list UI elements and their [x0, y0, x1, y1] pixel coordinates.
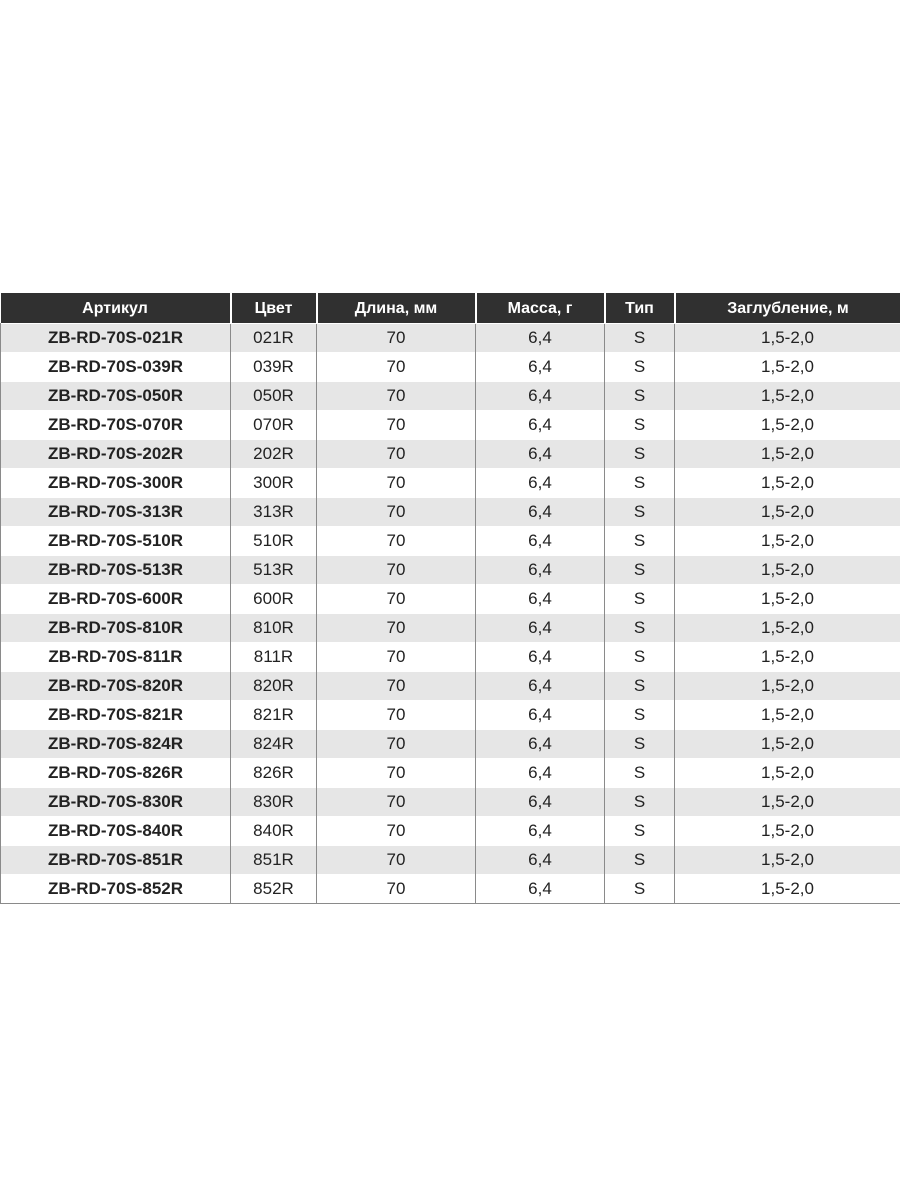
cell-article: ZB-RD-70S-820R — [1, 672, 231, 701]
cell-color: 202R — [231, 440, 317, 469]
cell-type: S — [605, 788, 675, 817]
cell-depth: 1,5-2,0 — [675, 759, 900, 788]
cell-color: 820R — [231, 672, 317, 701]
cell-weight: 6,4 — [476, 672, 605, 701]
table-row — [1, 498, 900, 527]
header-length: Длина, мм — [317, 294, 476, 324]
cell-type: S — [605, 556, 675, 585]
cell-depth: 1,5-2,0 — [675, 382, 900, 411]
cell-article: ZB-RD-70S-202R — [1, 440, 231, 469]
cell-length: 70 — [317, 846, 476, 875]
cell-type: S — [605, 759, 675, 788]
cell-depth: 1,5-2,0 — [675, 846, 900, 875]
table-row — [1, 411, 900, 440]
cell-length: 70 — [317, 324, 476, 353]
cell-weight: 6,4 — [476, 411, 605, 440]
cell-weight: 6,4 — [476, 556, 605, 585]
cell-article: ZB-RD-70S-300R — [1, 469, 231, 498]
cell-type: S — [605, 382, 675, 411]
cell-weight: 6,4 — [476, 440, 605, 469]
cell-type: S — [605, 469, 675, 498]
cell-article: ZB-RD-70S-050R — [1, 382, 231, 411]
header-color: Цвет — [231, 294, 317, 324]
cell-color: 021R — [231, 324, 317, 353]
cell-length: 70 — [317, 411, 476, 440]
cell-depth: 1,5-2,0 — [675, 875, 900, 904]
table-row — [1, 382, 900, 411]
cell-depth: 1,5-2,0 — [675, 469, 900, 498]
table-row — [1, 875, 900, 904]
cell-weight: 6,4 — [476, 382, 605, 411]
table-body — [1, 324, 900, 904]
cell-depth: 1,5-2,0 — [675, 411, 900, 440]
header-row — [1, 294, 900, 324]
cell-color: 810R — [231, 614, 317, 643]
cell-weight: 6,4 — [476, 817, 605, 846]
cell-color: 830R — [231, 788, 317, 817]
cell-color: 313R — [231, 498, 317, 527]
cell-article: ZB-RD-70S-513R — [1, 556, 231, 585]
table-row — [1, 846, 900, 875]
cell-article: ZB-RD-70S-851R — [1, 846, 231, 875]
cell-article: ZB-RD-70S-039R — [1, 353, 231, 382]
cell-article: ZB-RD-70S-824R — [1, 730, 231, 759]
cell-depth: 1,5-2,0 — [675, 817, 900, 846]
table-row — [1, 527, 900, 556]
table-row — [1, 585, 900, 614]
header-type: Тип — [605, 294, 675, 324]
cell-color: 826R — [231, 759, 317, 788]
cell-type: S — [605, 730, 675, 759]
cell-depth: 1,5-2,0 — [675, 730, 900, 759]
cell-depth: 1,5-2,0 — [675, 701, 900, 730]
table-row — [1, 469, 900, 498]
cell-length: 70 — [317, 556, 476, 585]
cell-article: ZB-RD-70S-826R — [1, 759, 231, 788]
cell-type: S — [605, 846, 675, 875]
header-depth: Заглубление, м — [675, 294, 900, 324]
table-header — [1, 294, 900, 324]
table-row — [1, 788, 900, 817]
cell-weight: 6,4 — [476, 730, 605, 759]
cell-depth: 1,5-2,0 — [675, 556, 900, 585]
cell-type: S — [605, 440, 675, 469]
cell-article: ZB-RD-70S-852R — [1, 875, 231, 904]
cell-weight: 6,4 — [476, 846, 605, 875]
cell-weight: 6,4 — [476, 788, 605, 817]
cell-length: 70 — [317, 469, 476, 498]
cell-color: 824R — [231, 730, 317, 759]
table-row — [1, 440, 900, 469]
cell-article: ZB-RD-70S-821R — [1, 701, 231, 730]
cell-color: 840R — [231, 817, 317, 846]
table-row — [1, 730, 900, 759]
cell-weight: 6,4 — [476, 759, 605, 788]
cell-depth: 1,5-2,0 — [675, 440, 900, 469]
cell-article: ZB-RD-70S-021R — [1, 324, 231, 353]
cell-article: ZB-RD-70S-070R — [1, 411, 231, 440]
cell-type: S — [605, 614, 675, 643]
cell-weight: 6,4 — [476, 585, 605, 614]
cell-color: 510R — [231, 527, 317, 556]
cell-article: ZB-RD-70S-313R — [1, 498, 231, 527]
table-row — [1, 817, 900, 846]
cell-type: S — [605, 643, 675, 672]
cell-color: 513R — [231, 556, 317, 585]
cell-weight: 6,4 — [476, 614, 605, 643]
cell-color: 821R — [231, 701, 317, 730]
cell-type: S — [605, 324, 675, 353]
cell-article: ZB-RD-70S-510R — [1, 527, 231, 556]
cell-color: 600R — [231, 585, 317, 614]
table-row — [1, 759, 900, 788]
cell-depth: 1,5-2,0 — [675, 614, 900, 643]
cell-depth: 1,5-2,0 — [675, 324, 900, 353]
cell-weight: 6,4 — [476, 324, 605, 353]
cell-depth: 1,5-2,0 — [675, 643, 900, 672]
cell-color: 039R — [231, 353, 317, 382]
cell-length: 70 — [317, 788, 476, 817]
cell-type: S — [605, 585, 675, 614]
cell-length: 70 — [317, 817, 476, 846]
cell-color: 852R — [231, 875, 317, 904]
cell-article: ZB-RD-70S-830R — [1, 788, 231, 817]
cell-weight: 6,4 — [476, 643, 605, 672]
cell-length: 70 — [317, 527, 476, 556]
spec-sheet — [0, 293, 900, 904]
cell-depth: 1,5-2,0 — [675, 498, 900, 527]
cell-color: 851R — [231, 846, 317, 875]
header-weight: Масса, г — [476, 294, 605, 324]
cell-length: 70 — [317, 875, 476, 904]
cell-weight: 6,4 — [476, 527, 605, 556]
cell-article: ZB-RD-70S-811R — [1, 643, 231, 672]
table-row — [1, 672, 900, 701]
cell-weight: 6,4 — [476, 875, 605, 904]
table-row — [1, 701, 900, 730]
table-row — [1, 353, 900, 382]
cell-type: S — [605, 353, 675, 382]
cell-type: S — [605, 411, 675, 440]
cell-article: ZB-RD-70S-810R — [1, 614, 231, 643]
cell-type: S — [605, 672, 675, 701]
cell-depth: 1,5-2,0 — [675, 353, 900, 382]
cell-type: S — [605, 701, 675, 730]
cell-length: 70 — [317, 672, 476, 701]
table-row — [1, 324, 900, 353]
table-row — [1, 556, 900, 585]
cell-article: ZB-RD-70S-840R — [1, 817, 231, 846]
table-row — [1, 643, 900, 672]
cell-type: S — [605, 817, 675, 846]
cell-length: 70 — [317, 730, 476, 759]
cell-color: 050R — [231, 382, 317, 411]
table-row — [1, 614, 900, 643]
cell-type: S — [605, 527, 675, 556]
cell-length: 70 — [317, 498, 476, 527]
cell-length: 70 — [317, 701, 476, 730]
cell-weight: 6,4 — [476, 701, 605, 730]
cell-color: 811R — [231, 643, 317, 672]
product-spec-table — [0, 293, 900, 904]
cell-weight: 6,4 — [476, 353, 605, 382]
cell-color: 300R — [231, 469, 317, 498]
cell-color: 070R — [231, 411, 317, 440]
cell-weight: 6,4 — [476, 498, 605, 527]
cell-length: 70 — [317, 614, 476, 643]
cell-weight: 6,4 — [476, 469, 605, 498]
cell-article: ZB-RD-70S-600R — [1, 585, 231, 614]
cell-depth: 1,5-2,0 — [675, 527, 900, 556]
cell-length: 70 — [317, 440, 476, 469]
cell-depth: 1,5-2,0 — [675, 788, 900, 817]
cell-length: 70 — [317, 585, 476, 614]
cell-length: 70 — [317, 759, 476, 788]
cell-depth: 1,5-2,0 — [675, 585, 900, 614]
header-article: Артикул — [1, 294, 231, 324]
cell-depth: 1,5-2,0 — [675, 672, 900, 701]
cell-type: S — [605, 498, 675, 527]
cell-length: 70 — [317, 382, 476, 411]
cell-type: S — [605, 875, 675, 904]
cell-length: 70 — [317, 643, 476, 672]
cell-length: 70 — [317, 353, 476, 382]
